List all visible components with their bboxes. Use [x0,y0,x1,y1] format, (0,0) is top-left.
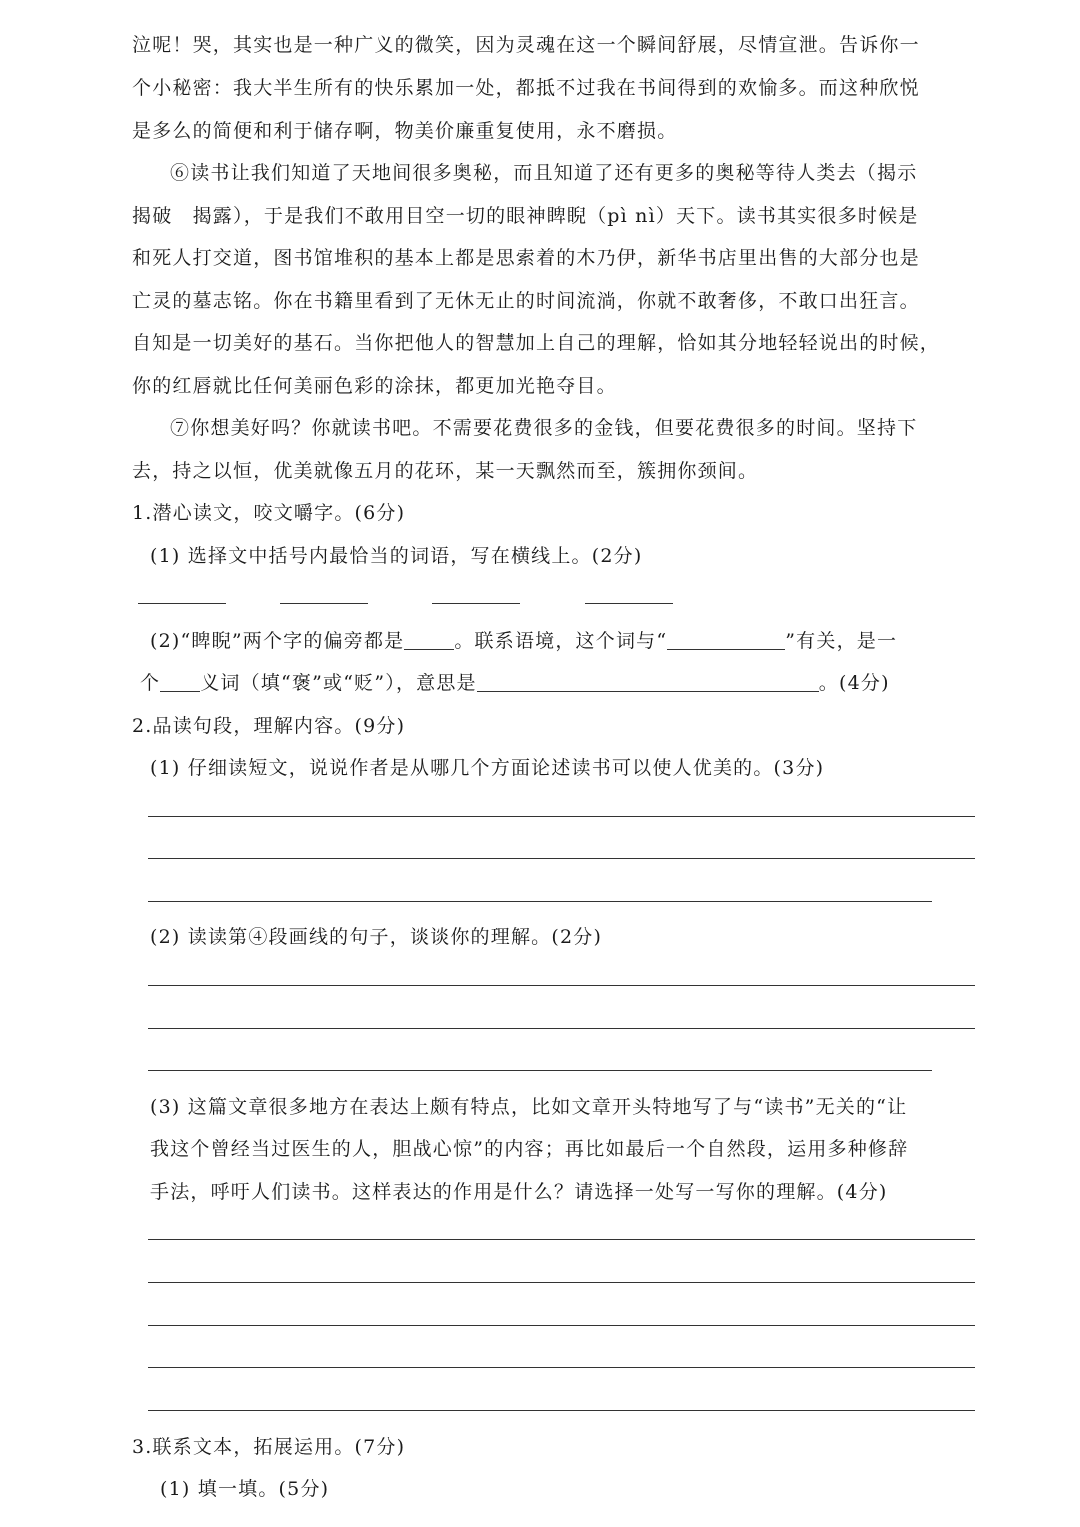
question-2-title: 2.品读句段，理解内容。(9分) [132,715,406,737]
answer-line[interactable] [148,1367,975,1368]
answer-line[interactable] [148,816,975,817]
passage-line: 和死人打交道，图书馆堆积的基本上都是思索着的木乃伊，新华书店里出售的大部分也是 [132,247,920,269]
answer-blank[interactable] [160,673,200,692]
passage-line: 亡灵的墓志铭。你在书籍里看到了无休无止的时间流淌，你就不敢奢侈，不敢口出狂言。 [132,290,920,312]
passage-line: 揭破 揭露），于是我们不敢用目空一切的眼神睥睨（pì nì）天下。读书其实很多时候是 [132,205,919,227]
answer-blank[interactable] [432,603,520,604]
prompt-text: ”有关，是一 [785,630,898,652]
question-2-3-prompt: 我这个曾经当过医生的人，胆战心惊”的内容；再比如最后一个自然段，运用多种修辞 [150,1138,909,1160]
answer-blank[interactable] [667,631,785,650]
answer-line[interactable] [148,1028,975,1029]
answer-line[interactable] [148,1325,975,1326]
prompt-text: 义词（填“褒”或“贬”），意思是 [200,672,477,694]
answer-line[interactable] [148,985,975,986]
question-1-title: 1.潜心读文，咬文嚼字。(6分) [132,502,406,524]
passage-line: 去，持之以恒，优美就像五月的花环，某一天飘然而至，簇拥你颈间。 [132,460,759,482]
question-3-title: 3.联系文本，拓展运用。(7分) [132,1436,406,1458]
prompt-text: (2)“睥睨”两个字的偏旁都是 [150,630,405,652]
passage-line: ⑦你想美好吗？你就读书吧。不需要花费很多的金钱，但要花费很多的时间。坚持下 [170,417,918,439]
answer-line[interactable] [148,1282,975,1283]
answer-blank[interactable] [585,603,673,604]
question-1-1-prompt: (1) 选择文中括号内最恰当的词语，写在横线上。(2分) [150,545,643,567]
passage-line: 个小秘密：我大半生所有的快乐累加一处，都抵不过我在书间得到的欢愉多。而这种欣悦 [132,77,920,99]
answer-line[interactable] [148,1239,975,1240]
question-3-1-prompt: (1) 填一填。(5分) [160,1478,330,1500]
prompt-text: 个 [140,672,161,694]
answer-blank[interactable] [138,603,226,604]
prompt-text: 。(4分) [818,672,890,694]
answer-blank[interactable] [404,631,454,650]
answer-blank[interactable] [477,673,819,692]
answer-blank[interactable] [280,603,368,604]
question-2-3-prompt: (3) 这篇文章很多地方在表达上颇有特点，比如文章开头特地写了与“读书”无关的“让 [150,1096,908,1118]
passage-line: 泣呢！哭，其实也是一种广义的微笑，因为灵魂在这一个瞬间舒展，尽情宣泄。告诉你一 [132,34,920,56]
answer-line[interactable] [148,901,932,902]
answer-line[interactable] [148,1070,932,1071]
answer-line[interactable] [148,1410,975,1411]
question-2-3-prompt: 手法，呼吁人们读书。这样表达的作用是什么？请选择一处写一写你的理解。(4分) [150,1181,888,1203]
passage-line: 你的红唇就比任何美丽色彩的涂抹，都更加光艳夺目。 [132,375,617,397]
passage-line: ⑥读书让我们知道了天地间很多奥秘，而且知道了还有更多的奥秘等待人类去（揭示 [170,162,918,184]
question-1-2-prompt [150,626,897,653]
passage-line: 自知是一切美好的基石。当你把他人的智慧加上自己的理解，恰如其分地轻轻说出的时候， [132,332,941,354]
prompt-text: 。联系语境，这个词与“ [454,630,668,652]
question-2-2-prompt: (2) 读读第④段画线的句子，谈谈你的理解。(2分) [150,926,603,948]
question-2-1-prompt: (1) 仔细读短文，说说作者是从哪几个方面论述读书可以使人优美的。(3分) [150,757,825,779]
passage-line: 是多么的简便和利于储存啊，物美价廉重复使用，永不磨损。 [132,120,678,142]
question-1-2-prompt-cont [140,668,890,695]
answer-line[interactable] [148,858,975,859]
